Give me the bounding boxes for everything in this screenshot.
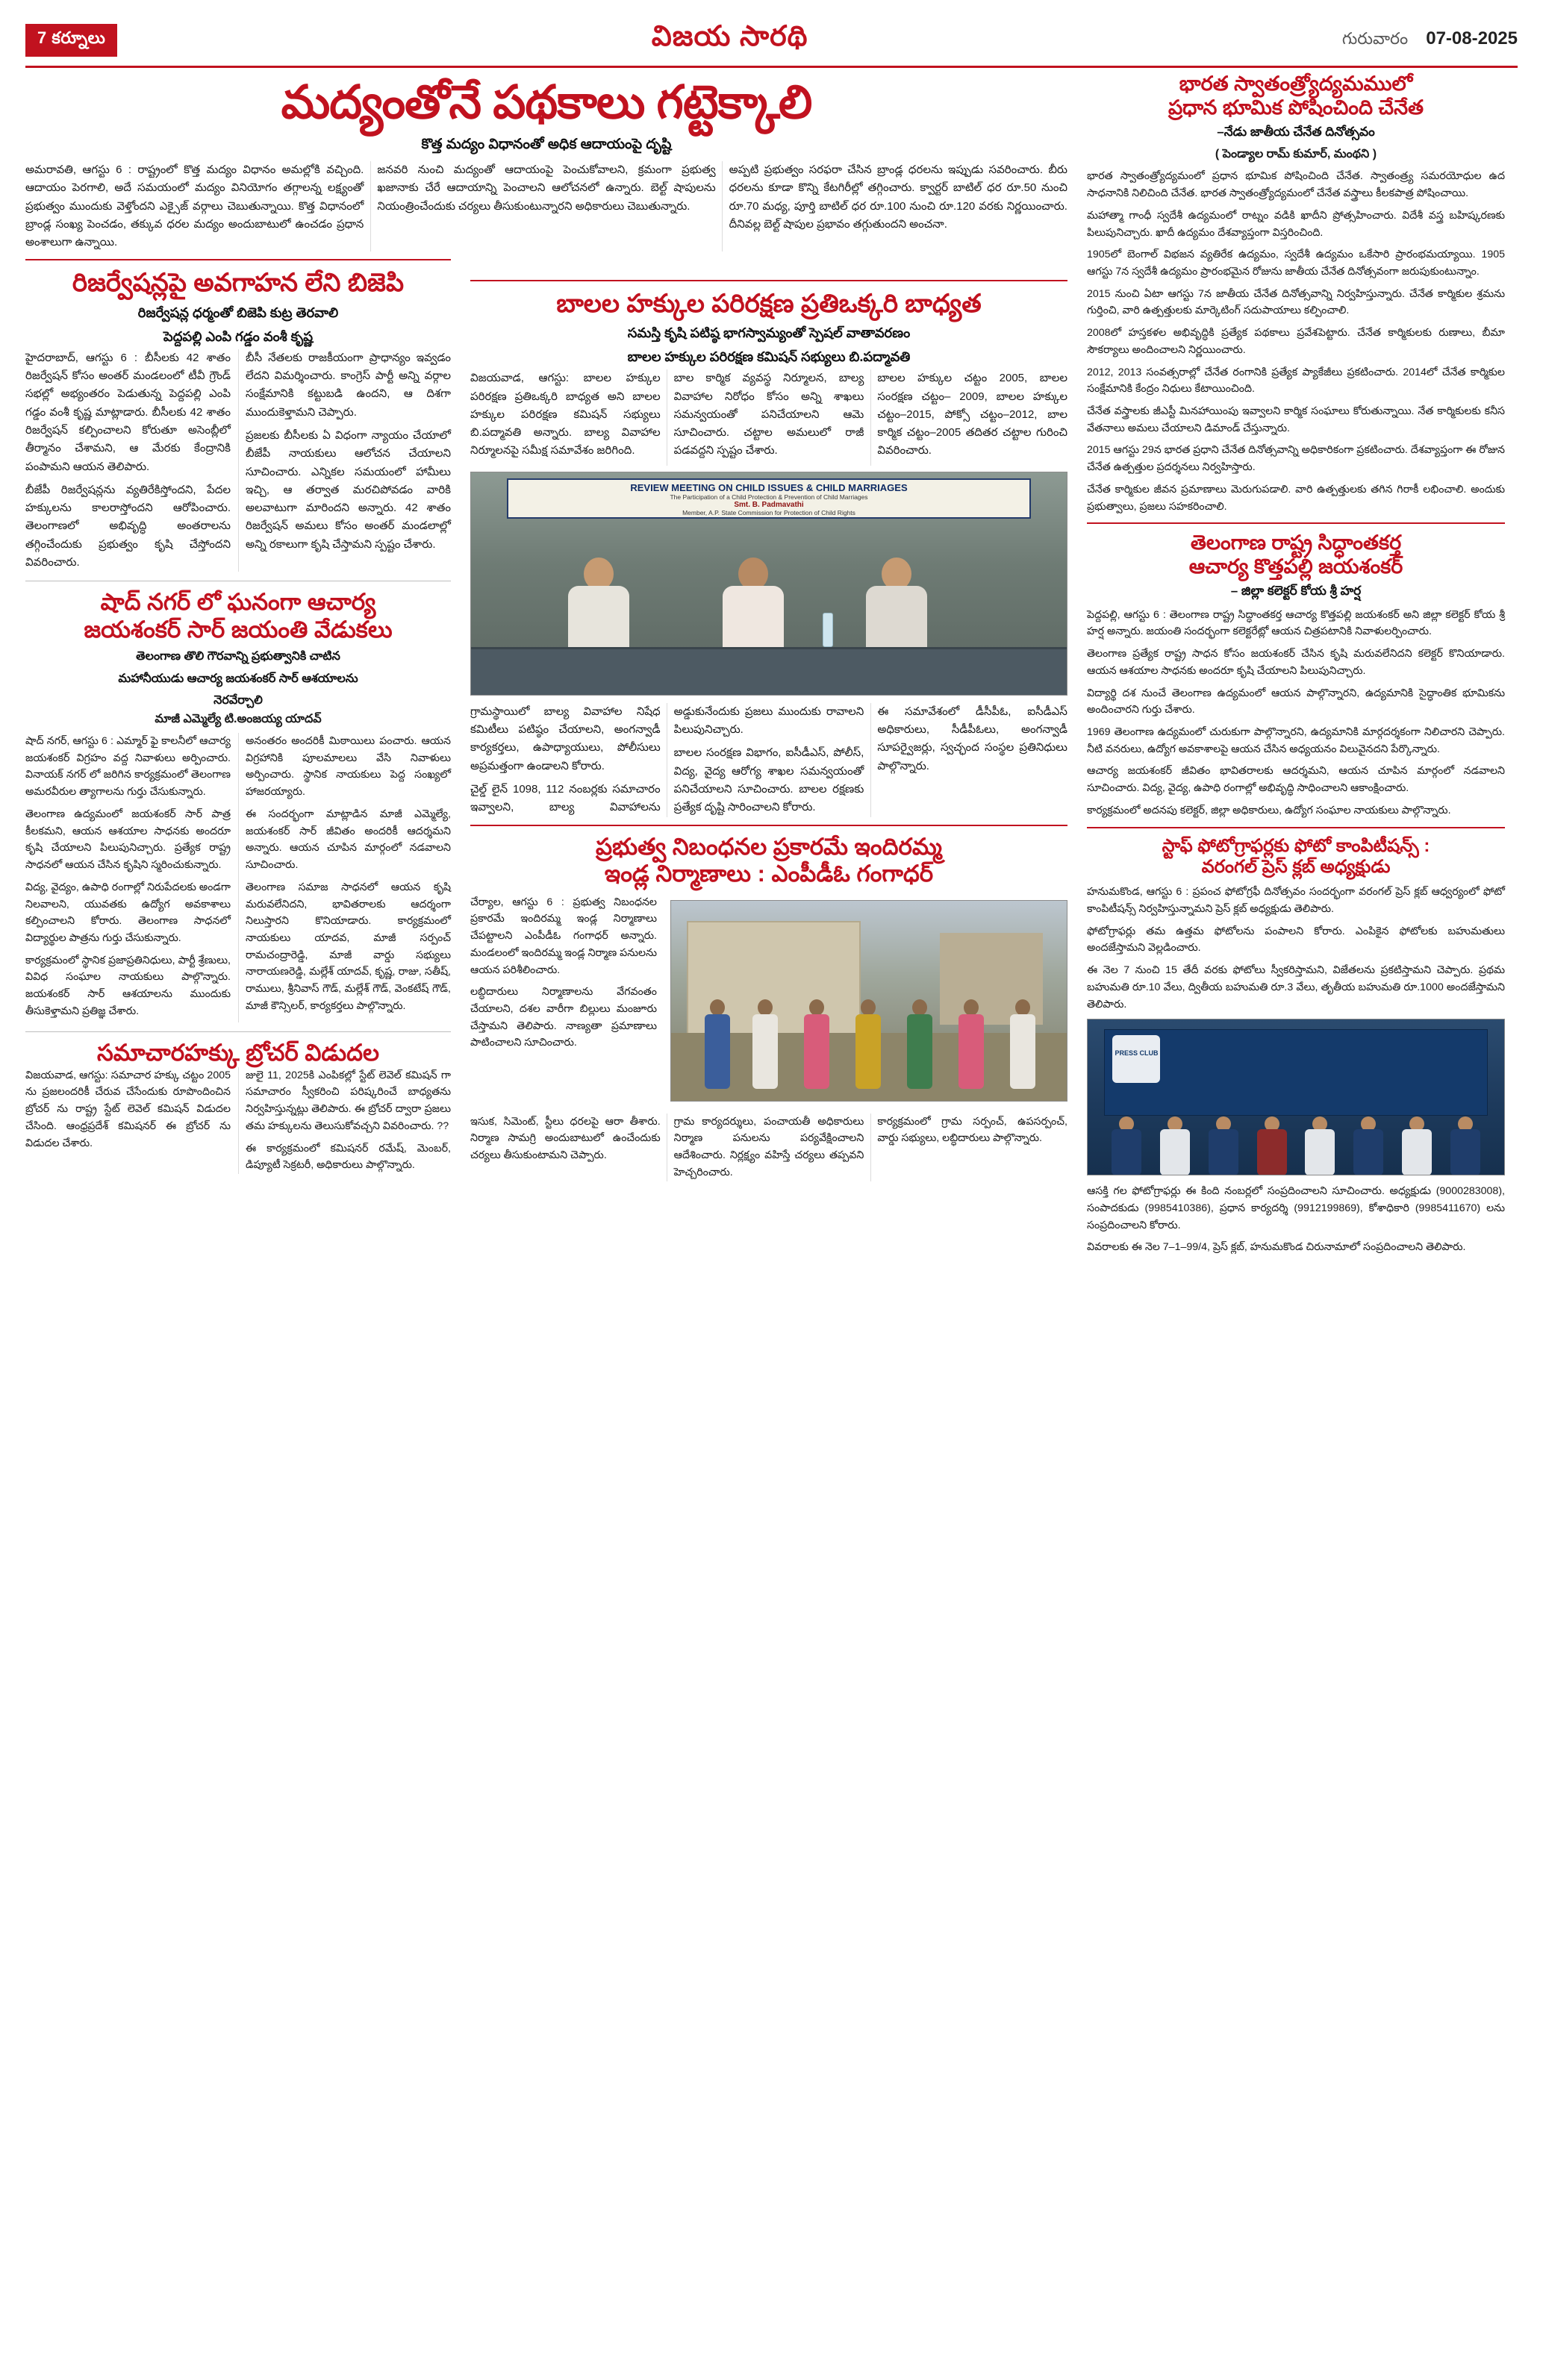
indiramma-house-photo: [670, 900, 1067, 1102]
handloom-body: [1087, 168, 1505, 515]
indiramma-right: [670, 894, 1067, 1109]
person-torso: [568, 586, 629, 649]
handloom-para: 2008లో హస్తకళల అభివృద్ధికి ప్రత్యేక పథకాలు ప్రవేశపెట్టారు. చేనేత కార్మికులకు రుణాలు, బీమా సౌకర్యాలు అందించాలని నిర్ణయించారు.: [1087, 327, 1505, 356]
bjp-subhead-2: పెద్దపల్లి ఎంపి గడ్డం వంశీ కృష్ణ: [163, 328, 314, 344]
shadnagar-subhead-1: తెలంగాణ తొలి గౌరవాన్ని ప్రభుత్వానికి చాటిన: [136, 650, 340, 663]
child-rights-meeting-photo: [470, 472, 1067, 696]
photo-banner-line-2: The Participation of a Child Protection & Prevention of Child Marriages: [670, 493, 868, 501]
person-torso: [866, 586, 927, 649]
indiramma-headline-line-1: ప్రభుత్వ నిబంధనల ప్రకారమే ఇందిరమ్మ: [596, 833, 942, 860]
handloom-para: మహాత్మా గాంధీ స్వదేశీ ఉద్యమంలో రాట్నం వడికి ఖాదీని ప్రోత్సహించారు. విదేశీ వస్త్ర బహిష్కరణకు పిలుపునిచ్చారు. ఖాదీ ఉద్యమం దేశవ్యాప్తంగా విస్తరించింది.: [1087, 209, 1505, 239]
ideologue-para: పెద్దపల్లి, ఆగస్టు 6 : తెలంగాణ రాష్ట్ర సిద్ధాంతకర్త ఆచార్య కొత్తపల్లి జయశంకర్ అని జిల్లా కలెక్టర్ కోయ శ్రీ హర్ష అన్నారు. జయంతి సందర్భంగా కలెక్టరేట్లో ఆయన చిత్రపటానికి నివాళులర్పించారు.: [1087, 608, 1505, 638]
photo-person: [1351, 1116, 1385, 1175]
page-body: [25, 72, 1518, 1261]
edition-date: 07-08-2025: [1426, 28, 1518, 49]
bjp-headline: రిజర్వేషన్లపై అవగాహన లేని బిజెపి: [72, 269, 405, 298]
shadnagar-para: అనంతరం అందరికీ మిఠాయిలు పంచారు. ఆయన విగ్రహానికి పూలమాలలు వేసి నివాళులు అర్పించారు. స్థానిక నాయకులు పెద్ద సంఖ్యలో హాజరయ్యారు.: [246, 735, 451, 799]
lead-subhead: కొత్త మద్యం విధానంతో అధిక ఆదాయంపై దృష్టి: [421, 137, 672, 153]
photo-figure: [1008, 999, 1038, 1089]
ideologue-para: 1969 తెలంగాణ ఉద్యమంలో చురుకుగా పాల్గొన్నారని, ఉద్యమానికి మార్గదర్శకంగా నిలిచారని చెప్పారు. నీటి వనరులు, ఉద్యోగ అవకాశాలపై ఆయన చేసిన అధ్యయనం విలువైనదని పేర్కొన్నారు.: [1087, 725, 1505, 755]
figure-head: [912, 999, 927, 1016]
shadnagar-headline-line-2: జయశంకర్ సార్ జయంతి వేడుకలు: [84, 616, 393, 643]
shadnagar-para: తెలంగాణ సమాజ సాధనలో ఆయన కృషి మరువలేనిదని, భావితరాలకు ఆదర్శంగా నిలుస్తారని కొనియాడారు. కార్యక్రమంలో నాయకులు యాదవ, మాజీ సర్పంచ్ రామచంద్రారెడ్డి, మాజీ వార్డు సభ్యులు నారాయణరెడ్డి, మల్లేశ్ యాదవ్, కృష్ణ, రాజు, సతీష్, రాములు, శ్రీనివాస్ గౌడ్, మల్లేశ్ గౌడ్, వెంకటేష్ గౌడ్, మాజీ కౌన్సిలర్, కార్యకర్తలు పాల్గొన్నారు.: [246, 881, 451, 1012]
figure-head: [809, 999, 824, 1016]
press-club-photo: [1087, 1019, 1505, 1175]
water-bottle: [823, 613, 833, 647]
photo-figure: [905, 999, 935, 1089]
person-body: [1450, 1129, 1480, 1175]
handloom-para: చేనేత వస్త్రాలకు జీఎస్టీ మినహాయింపు ఇవ్వాలని కార్మిక సంఘాలు కోరుతున్నాయి. నేత కార్మికులకు కనీస వేతనాలు అమలు చేయాలని డిమాండ్ చేస్తున్నారు.: [1087, 405, 1505, 434]
photo-contest-para: వివరాలకు ఈ నెల 7–1–99/4, ప్రెస్ క్లబ్, హనుమకొండ చిరునామాలో సంప్రదించాలని తెలిపారు.: [1087, 1241, 1466, 1254]
figure-body: [855, 1014, 881, 1089]
handloom-subhead: –నేడు జాతీయ చేనేత దినోత్సవం: [1217, 124, 1375, 139]
figure-body: [752, 1014, 778, 1089]
child-rights-para: ఈ సమావేశంలో డీసీపీఓ, ఐసీడీఎస్ అధికారులు, సీడీపీఓలు, అంగన్వాడీ సూపర్వైజర్లు, స్వచ్ఛంద సంస్థల ప్రతినిధులు పాల్గొన్నారు.: [877, 705, 1067, 772]
shadnagar-byline: మాజీ ఎమ్మెల్యే టి.అంజయ్య యాదవ్: [155, 713, 322, 726]
figure-body: [958, 1014, 984, 1089]
weekday-label: గురువారం: [1341, 29, 1409, 48]
indiramma-para: కార్యక్రమంలో గ్రామ సర్పంచ్, ఉపసర్పంచ్, వార్డు సభ్యులు, లబ్ధిదారులు పాల్గొన్నారు.: [877, 1115, 1067, 1145]
child-rights-para: చైల్డ్ లైన్ 1098, 112 నంబర్లకు సమాచారం ఇవ్వాలని, బాల్య వివాహాలను అడ్డుకునేందుకు ప్రజలు ముందుకు రావాలని పిలుపునిచ్చారు.: [470, 705, 864, 814]
brochure-para: ఈ కార్యక్రమంలో కమిషనర్ రమేష్, మెంబర్, డిప్యూటీ సెక్రటరీ, అధికారులు పాల్గొన్నారు.: [246, 1142, 451, 1172]
ideologue-subhead: – జిల్లా కలెక్టర్ కోయ శ్రీ హర్ష: [1230, 584, 1362, 599]
handloom-para: 2015 నుంచి ఏటా ఆగస్టు 7న జాతీయ చేనేత దినోత్సవాన్ని నిర్వహిస్తున్నారు. చేనేత కార్మికుల శ్రమను గుర్తించి, వారి ఉత్పత్తులకు మార్కెటింగ్ సదుపాయాలు కల్పించాలి.: [1087, 287, 1505, 317]
shadnagar-para: ఈ సందర్భంగా మాట్లాడిన మాజీ ఎమ్మెల్యే, జయశంకర్ సార్ జీవితం అందరికీ ఆదర్శమని అన్నారు. ఆయన చూపిన మార్గంలో నడవాలని సూచించారు.: [246, 808, 451, 872]
masthead-right: [1342, 28, 1518, 52]
photo-figure: [853, 999, 883, 1089]
person-body: [1353, 1129, 1383, 1175]
story-child-rights: [470, 289, 1067, 817]
bjp-para: బీసీ నేతలకు రాజకీయంగా ప్రాధాన్యం ఇవ్వడం లేదని విమర్శించారు. కాంగ్రెస్ పార్టీ అన్ని వర్గాల సంక్షేమానికి కట్టుబడి ఉందని, ఆ దిశగా ముందుకెళ్తామని చెప్పారు.: [246, 351, 451, 419]
lead-para: అప్పటి ప్రభుత్వం సరఫరా చేసిన బ్రాండ్ల ధరలను ఇప్పుడు సవరించారు. బీరు ధరలను కూడా కొన్ని కేటగిరీల్లో తగ్గించారు. క్వార్టర్ బాటిల్ ధర రూ.50 నుంచి రూ.70 మధ్య, పూర్తి బాటిల్ ధర రూ.100 నుంచి రూ.120 వరకు నిర్ణయించారు. దీనివల్ల బెల్ట్ షాపుల ప్రభావం తగ్గుతుందని అంచనా.: [729, 163, 1067, 231]
press-club-group: [1088, 1104, 1504, 1175]
ideologue-para: విద్యార్థి దశ నుంచే తెలంగాణ ఉద్యమంలో ఆయన పాల్గొన్నారని, ఉద్యమానికి సైద్ధాంతిక భూమికను అందించారని గుర్తు చేశారు.: [1087, 687, 1505, 716]
ideologue-headline-line-1: తెలంగాణ రాష్ట్ర సిద్ధాంతకర్త: [1190, 531, 1402, 555]
photo-person: [1400, 1116, 1434, 1175]
column-right: [1087, 72, 1505, 1261]
story-photo-contest: [1087, 836, 1505, 1257]
person-torso: [723, 586, 784, 649]
shadnagar-para: కార్యక్రమంలో స్థానిక ప్రజాప్రతినిధులు, పార్టీ శ్రేణులు, వివిధ సంఘాల నాయకులు పాల్గొన్నారు. జయశంకర్ సార్ ఆశయాలను ముందుకు తీసుకెళ్తామని ప్రతిజ్ఞ చేశారు.: [25, 954, 231, 1017]
handloom-para: 2012, 2013 సంవత్సరాల్లో చేనేత రంగానికి ప్రత్యేక ప్యాకేజీలు ప్రకటించారు. 2014లో చేనేత కార్మికుల సంక్షేమానికి కేంద్రం నిధులు కేటాయించింది.: [1087, 366, 1505, 396]
conference-table: [471, 647, 1067, 695]
person-body: [1305, 1129, 1335, 1175]
indiramma-para: గ్రామ కార్యదర్శులు, పంచాయతీ అధికారులు నిర్మాణ పనులను పర్యవేక్షించాలని ఆదేశించారు. నిర్లక్ష్యం వహిస్తే చర్యలు తప్పవని హెచ్చరించారు.: [673, 1115, 864, 1178]
divider: [1087, 827, 1505, 828]
shadnagar-headline-line-1: షాద్ నగర్ లో ఘనంగా ఆచార్య: [100, 589, 376, 616]
figure-head: [861, 999, 876, 1016]
divider: [25, 1031, 451, 1032]
story-jayashankar-shadnagar: [25, 589, 451, 1022]
shadnagar-body: [25, 733, 451, 1022]
person-body: [1160, 1129, 1190, 1175]
shadnagar-para: విద్య, వైద్యం, ఉపాధి రంగాల్లో నిరుపేదలకు అండగా నిలవాలని, యువతకు ఉద్యోగ అవకాశాలు కల్పించాలని కోరారు. తెలంగాణ సాధనలో విద్యార్థుల పాత్రను గుర్తు చేసుకున్నారు.: [25, 881, 231, 944]
lead-para: అమరావతి, ఆగస్టు 6 : రాష్ట్రంలో కొత్త మద్యం విధానం అమల్లోకి వచ్చింది. ఆదాయం పెరగాలి, అదే సమయంలో మద్యం వినియోగం తగ్గాలన్న లక్ష్యంతో ప్రభుత్వం ముందుకు వెళ్తోందని ఎక్సైజ్ వర్గాలు చెబుతున్నాయి. కొత్త విధానంలో బ్రాండ్ల సంఖ్య పెంచడం, తక్కువ ధరల మద్యం అందుబాటులో ఉంచడం ప్రధాన అంశాలుగా ఉన్నాయి.: [25, 163, 364, 249]
photo-person: [1206, 1116, 1241, 1175]
photo-person: [1255, 1116, 1289, 1175]
person-body: [1402, 1129, 1432, 1175]
masthead-left: [25, 24, 117, 57]
handloom-headline-line-1: భారత స్వాతంత్ర్యోద్యమములో: [1179, 72, 1413, 95]
divider: [25, 259, 451, 260]
bjp-body: [25, 349, 451, 572]
lead-headline: మద్యంతోనే పథకాలు గట్టెక్కాలి: [281, 77, 812, 128]
bjp-subhead-1: రిజర్వేషన్ల ధర్మంతో బిజెపి కుట్ర తెరవాలి: [137, 304, 339, 320]
figure-head: [964, 999, 979, 1016]
photo-contest-headline-line-1: స్టాఫ్ ఫోటోగ్రాఫర్లకు ఫోటో కాంపిటీషన్స్ :: [1162, 835, 1430, 856]
brochure-para: జులై 11, 2025కి ఎంపికల్లో స్టేట్ లెవెల్ కమిషన్ గా సమాచారం స్వీకరించి పరిష్కరించే బాధ్యతను నిర్వహిస్తున్నట్లు తెలిపారు. ఈ బ్రోచర్ ద్వారా ప్రజలు తమ హక్కులను తెలుసుకోవచ్చని వివరించారు. ??: [246, 1069, 451, 1132]
paper-title: విజయ సారథి: [651, 21, 808, 52]
photo-contest-para: ఆసక్తి గల ఫోటోగ్రాఫర్లు ఈ కింది నంబర్లలో సంప్రదించాలని సూచించారు. అధ్యక్షుడు (9000283008), సంపాదకుడు (9985410386), ప్రధాన కార్యదర్శి (9912199869), కోశాధికారి (9985411670) లను సంప్రదించాలని కోరారు.: [1087, 1185, 1505, 1231]
photo-contest-para: ఫోటోగ్రాఫర్లు తమ ఉత్తమ ఫోటోలను పంపాలని కోరారు. ఎంపికైన ఫోటోలకు బహుమతులు అందజేస్తామని వెల్లడించారు.: [1087, 925, 1505, 955]
child-rights-body-bottom: [470, 703, 1067, 817]
photo-contest-para: హనుమకొండ, ఆగస్టు 6 : ప్రపంచ ఫోటోగ్రఫీ దినోత్సవం సందర్భంగా వరంగల్ ప్రెస్ క్లబ్ ఆధ్వర్యంలో ఫోటో కాంపిటీషన్స్ నిర్వహిస్తున్నామని ప్రెస్ క్లబ్ అధ్యక్షుడు తెలిపారు.: [1087, 886, 1505, 915]
photo-person: [1448, 1116, 1483, 1175]
ideologue-body: [1087, 607, 1505, 819]
child-rights-headline: బాలల హక్కుల పరిరక్షణ ప్రతిఒక్కరి బాధ్యత: [556, 290, 982, 318]
child-rights-para: గ్రామస్థాయిలో బాల్య వివాహాల నిషేధ కమిటీలు పటిష్ఠం చేయాలని, అంగన్వాడీ కార్యకర్తలు, ఉపాధ్యాయులు, పోలీసులు అప్రమత్తంగా ఉండాలని కోరారు.: [470, 705, 661, 772]
indiramma-para: లబ్ధిదారులు నిర్మాణాలను వేగవంతం చేయాలని, దశల వారీగా బిల్లులు మంజూరు చేస్తామని తెలిపారు. నాణ్యతా ప్రమాణాలు పాటించాలని సూచించారు.: [470, 986, 657, 1049]
figure-head: [758, 999, 773, 1016]
brochure-headline: సమాచారహక్కు బ్రోచర్ విడుదల: [97, 1040, 379, 1066]
bjp-para: ప్రజలకు బీసీలకు ఏ విధంగా న్యాయం చేయాలో బీజేపీ నాయకులు ఆలోచన చేయాలని సూచించారు. ఎన్నికల సమయంలో హామీలు ఇచ్చి, ఆ తర్వాత మరచిపోవడం వారికి అలవాటుగా మారిందని అన్నారు. 42 శాతం రిజర్వేషన్ అమలు కోసం అంతర్ మండలాల్లో అన్ని రకాలుగా కృషి చేస్తామని స్పష్టం చేశారు.: [246, 428, 451, 551]
indiramma-layout: [470, 894, 1067, 1109]
child-rights-para: బాలల సంరక్షణ విభాగం, ఐసీడీఎస్, పోలీస్, విద్య, వైద్య ఆరోగ్య శాఖల సమన్వయంతో పనిచేయాలని సూచించారు. బాలల రక్షణకు ప్రత్యేక దృష్టి సారించాలని కోరారు.: [673, 746, 864, 814]
indiramma-para: ఇసుక, సిమెంట్, స్టీలు ధరలపై ఆరా తీశారు. నిర్మాణ సామగ్రి అందుబాటులో ఉంచేందుకు చర్యలు తీసుకుంటామని చెప్పారు.: [470, 1115, 661, 1162]
indiramma-headline-line-2: ఇండ్ల నిర్మాణాలు : ఎంపీడీఓ గంగాధర్: [604, 861, 934, 887]
photo-banner: [507, 478, 1031, 519]
photo-figure: [802, 999, 832, 1089]
masthead: [25, 21, 1518, 68]
shadnagar-subhead-3: నెరవేర్చాలి: [213, 693, 263, 707]
photo-banner-line-3: Smt. B. Padmavathi: [734, 501, 804, 510]
story-handloom: [1087, 72, 1505, 515]
person-body: [1209, 1129, 1238, 1175]
photo-figure: [750, 999, 780, 1089]
photo-person: [1109, 1116, 1144, 1175]
story-indiramma-houses: [470, 834, 1067, 1181]
photo-figure: [702, 999, 732, 1089]
indiramma-body-bottom: [470, 1114, 1067, 1181]
child-rights-body-top: [470, 369, 1067, 465]
handloom-headline-line-2: ప్రధాన భూమిక పోషించింది చేనేత: [1168, 96, 1424, 119]
figure-body: [705, 1014, 730, 1089]
photo-contest-para: ఈ నెల 7 నుంచి 15 తేదీ వరకు ఫోటోలు స్వీకరిస్తామని, విజేతలను ప్రకటిస్తామని చెప్పారు. ప్రథమ బహుమతి రూ.10 వేలు, ద్వితీయ బహుమతి రూ.3 వేలు, తృతీయ బహుమతి రూ.1000 అందజేస్తామని తెలిపారు.: [1087, 964, 1505, 1011]
ideologue-para: తెలంగాణ ప్రత్యేక రాష్ట్ర సాధన కోసం జయశంకర్ చేసిన కృషి మరువలేనిదని కలెక్టర్ కొనియాడారు. ఆయన ఆశయాల సాధనకు అందరూ కృషి చేయాలని పిలుపునిచ్చారు.: [1087, 648, 1505, 677]
ideologue-para: కార్యక్రమంలో అదనపు కలెక్టర్, జిల్లా అధికారులు, ఉద్యోగ సంఘాల నాయకులు పాల్గొన్నారు.: [1087, 804, 1451, 816]
photo-figure: [956, 999, 986, 1089]
handloom-para: 1905లో బెంగాల్ విభజన వ్యతిరేక ఉద్యమం, స్వదేశీ ఉద్యమం ఒకేసారి ప్రారంభమయ్యాయి. 1905 ఆగస్టు 7న స్వదేశీ ఉద్యమం ప్రారంభమైన రోజును జాతీయ చేనేత దినోత్సవంగా జరుపుకుంటున్నాం.: [1087, 249, 1505, 278]
photo-contest-body-bottom: [1087, 1183, 1505, 1256]
figure-body: [1010, 1014, 1035, 1089]
photo-person: [864, 557, 929, 647]
handloom-para: భారత స్వాతంత్ర్యోద్యమంలో ప్రధాన భూమిక పోషించింది చేనేత. స్వాతంత్ర్య సమరయోధుల ఉద సాధనానికి నిలిచింది చేనేత. భారత స్వాతంత్ర్యోద్యమంలో చేనేత వస్త్రాలు కీలకపాత్ర పోషించాయి.: [1087, 170, 1505, 200]
figure-head: [1015, 999, 1030, 1016]
bjp-para: బీజేపీ రిజర్వేషన్లను వ్యతిరేకిస్తోందని, పేదల హక్కులను కాలరాస్తోందని ఆరోపించారు. తెలంగాణలో అభివృద్ధి అంతరాలను తగ్గించేందుకు ప్రభుత్వం కృషి చేస్తోందని వివరించారు.: [25, 483, 231, 569]
figure-body: [907, 1014, 932, 1089]
divider: [470, 825, 1067, 826]
photo-person: [721, 557, 785, 647]
story-bjp: [25, 268, 451, 572]
shadnagar-para: తెలంగాణ ఉద్యమంలో జయశంకర్ సార్ పాత్ర కీలకమని, ఆయన ఆశయాల సాధనకు అందరూ కృషి చేయాలని పిలుపునిచ్చారు. ప్రత్యేక రాష్ట్ర సాధనలో ఆయన చేసిన కృషిని స్మరించుకున్నారు.: [25, 808, 231, 872]
bjp-para: హైదరాబాద్, ఆగస్టు 6 : బీసీలకు 42 శాతం రిజర్వేషన్ కోసం అంతర్ మండలంలో టీవీ గ్రౌండ్ సభల్లో అభ్యంతరం పెడుతున్న పెద్దపల్లి ఎంపి గడ్డం వంశీ కృష్ణ మాట్లాడారు. బీసీలకు 42 శాతం రిజర్వేషన్ కల్పించాలని కోరుతూ అసెంబ్లీలో తీర్మానం చేశామని, ఆ మేరకు కేంద్రానికి పంపామని ఆయన తెలిపారు.: [25, 351, 231, 473]
lead-overlap-spacer: [470, 72, 1067, 272]
divider: [470, 280, 1067, 281]
figure-head: [710, 999, 725, 1016]
photo-contest-headline-line-2: వరంగల్ ప్రెస్ క్లబ్ అధ్యక్షుడు: [1201, 856, 1391, 877]
child-rights-para: విజయవాడ, ఆగస్టు: బాలల హక్కుల పరిరక్షణ ప్రతిఒక్కరి బాధ్యత అని బాలల హక్కుల పరిరక్షణ కమిషన్ సభ్యులు బి.పద్మావతి అన్నారు. బాల్య వివాహాల నిర్మూలనపై సమీక్ష సమావేశం జరిగింది.: [470, 372, 661, 457]
shadnagar-subhead-2: మహానీయుడు ఆచార్య జయశంకర్ సార్ ఆశయాలను: [118, 672, 358, 685]
story-rti-brochure: [25, 1040, 451, 1174]
column-center: [470, 72, 1067, 1261]
shadnagar-para: షాద్ నగర్, ఆగస్టు 6 : ఎమ్మార్ ఫై కాలనీలో ఆచార్య జయశంకర్ విగ్రహం వద్ద నివాళులు అర్పించారు. వినాయక్ నగర్ లో జరిగిన కార్యక్రమంలో తెలంగాణ అమరవీరుల త్యాగాలను గుర్తు చేసుకున్నారు.: [25, 735, 231, 799]
brochure-body: [25, 1067, 451, 1174]
photo-contest-body-top: [1087, 884, 1505, 1013]
brochure-para: విజయవాడ, ఆగస్టు: సమాచార హక్కు చట్టం 2005 ను ప్రజలందరికీ చేరువ చేసేందుకు రూపొందించిన బ్రోచర్ ను రాష్ట్ర స్టేట్ లెవెల్ కమిషన్ విడుదల చేసింది. ఆంధ్రప్రదేశ్ కమిషనర్ ఈ బ్రోచర్ ను విడుదల చేశారు.: [25, 1069, 231, 1149]
child-rights-para: బాల కార్మిక వ్యవస్థ నిర్మూలన, బాల్య వివాహాల నిరోధం కోసం అన్ని శాఖలు సమన్వయంతో పనిచేయాలని ఆమె సూచించారు. చట్టాల అమలులో రాజీ పడవద్దని స్పష్టం చేశారు.: [673, 372, 864, 457]
photo-banner-line-1: REVIEW MEETING ON CHILD ISSUES & CHILD MARRIAGES: [630, 481, 908, 493]
handloom-byline: ( పెండ్యాల రామ్ కుమార్, మంథని ): [1215, 148, 1377, 161]
child-rights-subhead-2: బాలల హక్కుల పరిరక్షణ కమిషన్ సభ్యులు బి.పద్మావతి: [627, 349, 911, 365]
indiramma-para: చేర్యాల, ఆగస్టు 6 : ప్రభుత్వ నిబంధనల ప్రకారమే ఇందిరమ్మ ఇండ్ల నిర్మాణాలు చేపట్టాలని ఎంపీడీఓ గంగాధర్ అన్నారు. మండలంలో ఇందిరమ్మ ఇండ్ల నిర్మాణ పనులను ఆయన పరిశీలించారు.: [470, 896, 657, 976]
child-rights-subhead-1: సమస్తి కృషి పటిష్ఠ భాగస్వామ్యంతో స్పెషల్ వాతావరణం: [627, 325, 911, 341]
person-body: [1112, 1129, 1141, 1175]
lead-para: జనవరి నుంచి మద్యంతో ఆదాయంపై పెంచుకోవాలని, క్రమంగా ప్రభుత్వ ఖజానాకు చేరే ఆదాయాన్ని పెంచాలని ఆలోచనలో ఉన్నారు. బెల్ట్ షాపులను నియంత్రించేందుకు చర్యలు తీసుకుంటున్నారని అధికారులు చెబుతున్నారు.: [377, 163, 716, 213]
photo-banner-line-4: Member, A.P. State Commission for Protection of Child Rights: [682, 508, 855, 516]
handloom-para: చేనేత కార్మికుల జీవన ప్రమాణాలు మెరుగుపడాలి. వారి ఉత్పత్తులకు తగిన గిరాకీ లభించాలి. అందుకు ప్రభుత్వాలు, ప్రజలు సహకరించాలి.: [1087, 483, 1505, 513]
photo-person: [1158, 1116, 1192, 1175]
child-rights-para: బాలల హక్కుల చట్టం 2005, బాలల సంరక్షణ చట్టం– 2009, బాలల హక్కుల చట్టం–2015, పోక్సో చట్టం–2012, బాల కార్మిక చట్టం–2005 తదితర చట్టాల గురించి వివరించారు.: [877, 372, 1067, 457]
story-telangana-ideologue: [1087, 531, 1505, 819]
ideologue-para: ఆచార్య జయశంకర్ జీవితం భావితరాలకు ఆదర్శమని, ఆయన చూపిన మార్గంలో నడవాలని సూచించారు. విద్య, వైద్య, ఉపాధి రంగాల్లో అభివృద్ధి సాధించాలని ఆకాంక్షించారు.: [1087, 765, 1505, 795]
handloom-para: 2015 ఆగస్టు 29న భారత ప్రధాని చేనేత దినోత్సవాన్ని అధికారికంగా ప్రకటించారు. దేశవ్యాప్తంగా ఈ రోజున చేనేత ఉత్పత్తుల ప్రదర్శనలు నిర్వహిస్తారు.: [1087, 444, 1505, 474]
photo-person: [567, 557, 631, 647]
photo-person: [1303, 1116, 1337, 1175]
ideologue-headline-line-2: ఆచార్య కొత్తపల్లి జయశంకర్: [1188, 555, 1403, 578]
figure-body: [804, 1014, 829, 1089]
divider: [1087, 522, 1505, 524]
page-number-tag: 7 కర్నూలు: [25, 24, 117, 57]
person-body: [1257, 1129, 1287, 1175]
press-club-logo: PRESS CLUB: [1112, 1035, 1160, 1083]
indiramma-body-left: [470, 894, 657, 1109]
